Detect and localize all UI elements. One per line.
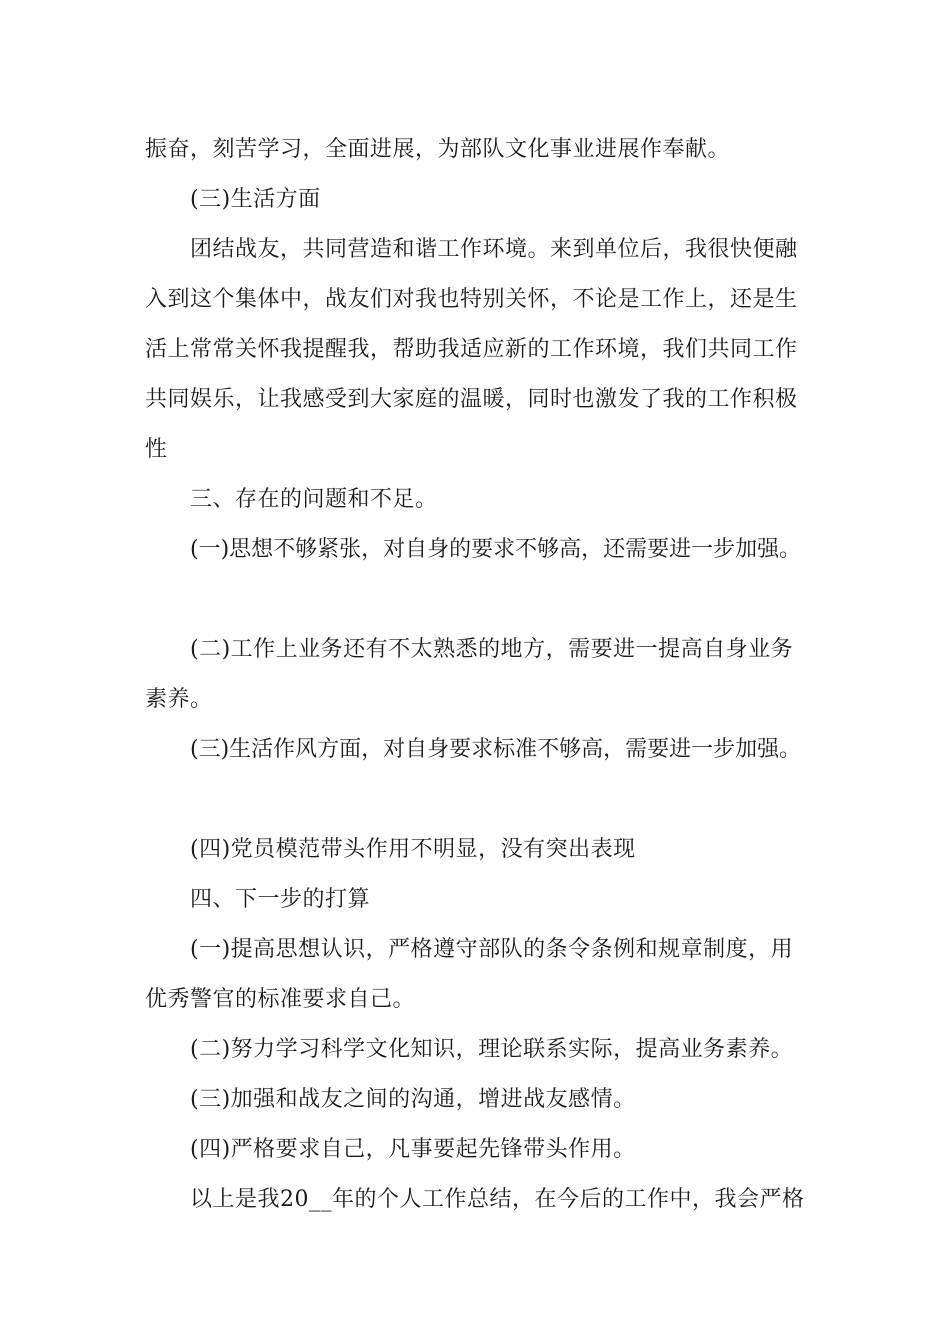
paragraph-line-16: 优秀警官的标准要求自己。 [145, 987, 416, 1012]
paragraph-line-6: 共同娱乐，让我感受到大家庭的温暖，同时也激发了我的工作积极 [145, 387, 798, 412]
paragraph-line-12: (三)生活作风方面，对自身要求标准不够高，需要进一步加强。 [190, 737, 802, 762]
section-heading-problems: 三、存在的问题和不足。 [190, 487, 438, 512]
paragraph-line-10: (二)工作上业务还有不太熟悉的地方，需要进一提高自身业务 [190, 637, 794, 662]
section-heading-life: (三)生活方面 [190, 187, 321, 212]
paragraph-line-13: (四)党员模范带头作用不明显，没有突出表现 [190, 837, 636, 862]
paragraph-line-15: (一)提高思想认识，严格遵守部队的条令条例和规章制度，用 [190, 937, 794, 962]
paragraph-line-18: (三)加强和战友之间的沟通，增进战友感情。 [190, 1087, 636, 1112]
paragraph-line-11: 素养。 [145, 687, 213, 712]
section-heading-next-steps: 四、下一步的打算 [190, 887, 371, 912]
paragraph-line-7: 性 [145, 437, 168, 462]
paragraph-line-4: 入到这个集体中，战友们对我也特别关怀，不论是工作上，还是生 [145, 287, 798, 312]
paragraph-line-5: 活上常常关怀我提醒我，帮助我适应新的工作环境，我们共同工作 [145, 337, 798, 362]
paragraph-line-19: (四)严格要求自己，凡事要起先锋带头作用。 [190, 1137, 636, 1162]
paragraph-line-9: (一)思想不够紧张，对自身的要求不够高，还需要进一步加强。 [190, 537, 802, 562]
paragraph-line-1: 振奋，刻苦学习，全面进展，为部队文化事业进展作奉献。 [145, 137, 731, 162]
paragraph-line-3: 团结战友，共同营造和谐工作环境。来到单位后，我很快便融 [190, 237, 798, 262]
paragraph-line-20: 以上是我20__年的个人工作总结，在今后的工作中，我会严格 [190, 1187, 805, 1212]
paragraph-line-17: (二)努力学习科学文化知识，理论联系实际，提高业务素养。 [190, 1037, 794, 1062]
